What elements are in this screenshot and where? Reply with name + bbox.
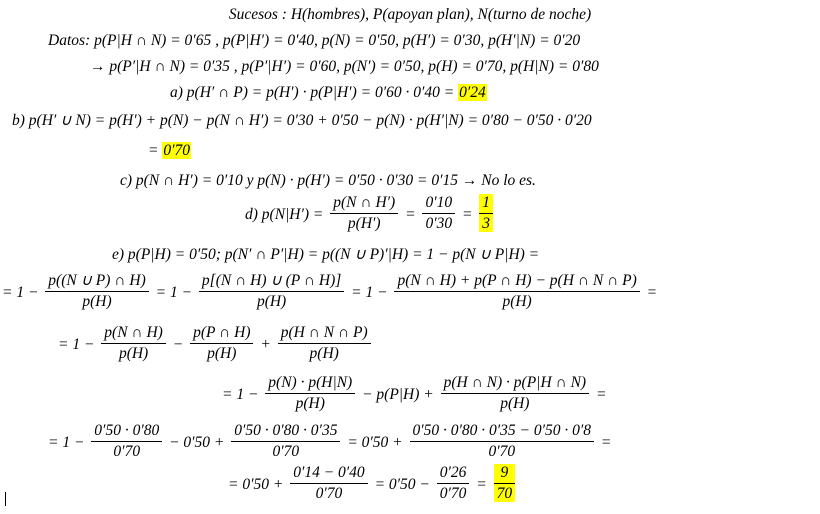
- e1-f3-numerator: p(N ∩ H) + p(P ∩ H) − p(H ∩ N ∩ P): [394, 272, 639, 292]
- final-result-fraction: [494, 464, 516, 503]
- e3-f2-numerator: p(H ∩ N) · p(P|H ∩ N): [441, 374, 589, 394]
- e1-fraction-2: [199, 272, 344, 311]
- e4-fraction-1: [91, 422, 162, 461]
- sucesos-title-line: Sucesos : H(hombres), P(apoyan plan), N(turno de noche): [228, 6, 592, 23]
- item-a-result: 0′24: [459, 84, 486, 101]
- e4-op-1: − 0′50 +: [169, 433, 225, 451]
- final-result-denominator: 70: [494, 484, 516, 503]
- datos-line-2: → p(P′|H ∩ N) = 0′35 , p(P′|H′) = 0′60, p(N′) = 0′50, p(H) = 0′70, p(H|N) = 0′80: [90, 58, 599, 75]
- e4-f3-numerator: 0′50 · 0′80 · 0′35 − 0′50 · 0′8: [410, 422, 595, 442]
- item-d-fraction-1: [330, 194, 398, 233]
- e4-f2-numerator: 0′50 · 0′80 · 0′35: [231, 422, 340, 442]
- e2-lead: = 1 −: [58, 335, 95, 353]
- item-d-fraction-2: [422, 194, 455, 233]
- item-d-lead: d) p(N|H′) =: [245, 205, 324, 223]
- e2-f3-numerator: p(H ∩ N ∩ P): [278, 324, 371, 344]
- item-c-line: c) p(N ∩ H′) = 0′10 y p(N) · p(H′) = 0′50 · 0′30 = 0′15 → No lo es.: [120, 172, 536, 189]
- e2-op-1: −: [172, 335, 184, 353]
- item-d-equals-1: =: [405, 205, 416, 223]
- e3-f1-numerator: p(N) · p(H|N): [265, 374, 355, 394]
- e5-f1-denominator: 0′70: [315, 484, 343, 502]
- item-a-line: [170, 84, 487, 101]
- e2-f2-numerator: p(P ∩ H): [190, 324, 253, 344]
- item-d-equals-2: =: [461, 205, 473, 223]
- e5-equals: =: [476, 475, 487, 493]
- item-b-result: 0′70: [163, 142, 190, 159]
- e5-lead: = 0′50 +: [228, 475, 284, 493]
- final-result-numerator: 9: [494, 464, 516, 484]
- item-d-f1-numerator: p(N ∩ H′): [330, 194, 398, 214]
- item-e-derivation-2: [58, 323, 374, 365]
- item-d-result-denominator: 3: [479, 214, 493, 233]
- e3-op-1: − p(P|H) +: [362, 385, 434, 403]
- e2-fraction-1: [101, 324, 166, 363]
- item-e-derivation-1: [2, 271, 658, 313]
- e4-fraction-3: [410, 422, 595, 461]
- e4-f3-denominator: 0′70: [488, 442, 516, 460]
- item-e-derivation-4: [48, 421, 612, 463]
- e4-lead: = 1 −: [48, 433, 85, 451]
- e4-f1-denominator: 0′70: [113, 442, 141, 460]
- e3-f1-denominator: p(H): [295, 394, 325, 412]
- e5-fraction-1: [290, 464, 368, 503]
- e5-fraction-2: [437, 464, 470, 503]
- e5-f1-numerator: 0′14 − 0′40: [290, 464, 368, 484]
- item-d-result-fraction: [479, 194, 493, 233]
- e2-fraction-2: [190, 324, 253, 363]
- e2-f1-denominator: p(H): [118, 344, 149, 362]
- e5-f2-numerator: 0′26: [437, 464, 470, 484]
- item-d-result-numerator: 1: [479, 194, 493, 214]
- e4-op-2: = 0′50 +: [347, 433, 403, 451]
- e1-fraction-3: [394, 272, 639, 311]
- item-b-line: b) p(H′ ∪ N) = p(H′) + p(N) − p(N ∩ H′) = 0′30 + 0′50 − p(N) · p(H′|N) = 0′80 − 0′50 · 0′20: [12, 112, 592, 129]
- e5-f2-denominator: 0′70: [439, 484, 467, 502]
- datos-line-1: Datos: p(P|H ∩ N) = 0′65 , p(P|H′) = 0′40, p(N) = 0′50, p(H′) = 0′30, p(H′|N) = 0′20: [48, 32, 581, 49]
- e1-op-1: = 1 −: [155, 283, 193, 301]
- e4-f2-denominator: 0′70: [272, 442, 300, 460]
- item-e-derivation-5: [228, 463, 518, 505]
- item-d-line: [245, 193, 496, 235]
- e1-lead: = 1 −: [2, 283, 39, 301]
- item-a-text: a) p(H′ ∩ P) = p(H′) · p(P|H′) = 0′60 · 0′40 =: [170, 84, 459, 101]
- e2-fraction-3: [278, 324, 371, 363]
- text-cursor: [5, 492, 6, 506]
- e1-f1-denominator: p(H): [82, 292, 112, 310]
- item-e-derivation-3: [222, 373, 607, 415]
- e3-fraction-1: [265, 374, 355, 413]
- e1-tail-equals: =: [646, 283, 658, 301]
- e3-lead: = 1 −: [222, 385, 259, 403]
- e1-f2-denominator: p(H): [256, 292, 287, 310]
- e3-fraction-2: [441, 374, 589, 413]
- e4-tail-equals: =: [600, 433, 612, 451]
- e3-tail-equals: =: [595, 385, 607, 403]
- e1-op-2: = 1 −: [351, 283, 388, 301]
- e2-f3-denominator: p(H): [309, 344, 339, 362]
- item-b-eq: =: [148, 142, 163, 159]
- e3-f2-denominator: p(H): [500, 394, 530, 412]
- e1-f1-numerator: p((N ∪ P) ∩ H): [45, 272, 148, 292]
- e4-f1-numerator: 0′50 · 0′80: [91, 422, 162, 442]
- e2-f1-numerator: p(N ∩ H): [101, 324, 166, 344]
- item-d-f2-denominator: 0′30: [425, 214, 453, 232]
- e1-fraction-1: [45, 272, 148, 311]
- e1-f3-denominator: p(H): [502, 292, 532, 310]
- item-d-f2-numerator: 0′10: [422, 194, 455, 214]
- item-b-result-line: [148, 142, 191, 159]
- e5-op-1: = 0′50 −: [374, 475, 430, 493]
- e1-f2-numerator: p[(N ∩ H) ∪ (P ∩ H)]: [199, 272, 344, 292]
- e2-op-2: +: [260, 335, 271, 353]
- e4-fraction-2: [231, 422, 340, 461]
- e2-f2-denominator: p(H): [207, 344, 237, 362]
- item-d-f1-denominator: p(H′): [347, 214, 381, 232]
- item-e-line: e) p(P|H) = 0′50; p(N′ ∩ P′|H) = p((N ∪ P)′|H) = 1 − p(N ∪ P|H) =: [112, 246, 540, 263]
